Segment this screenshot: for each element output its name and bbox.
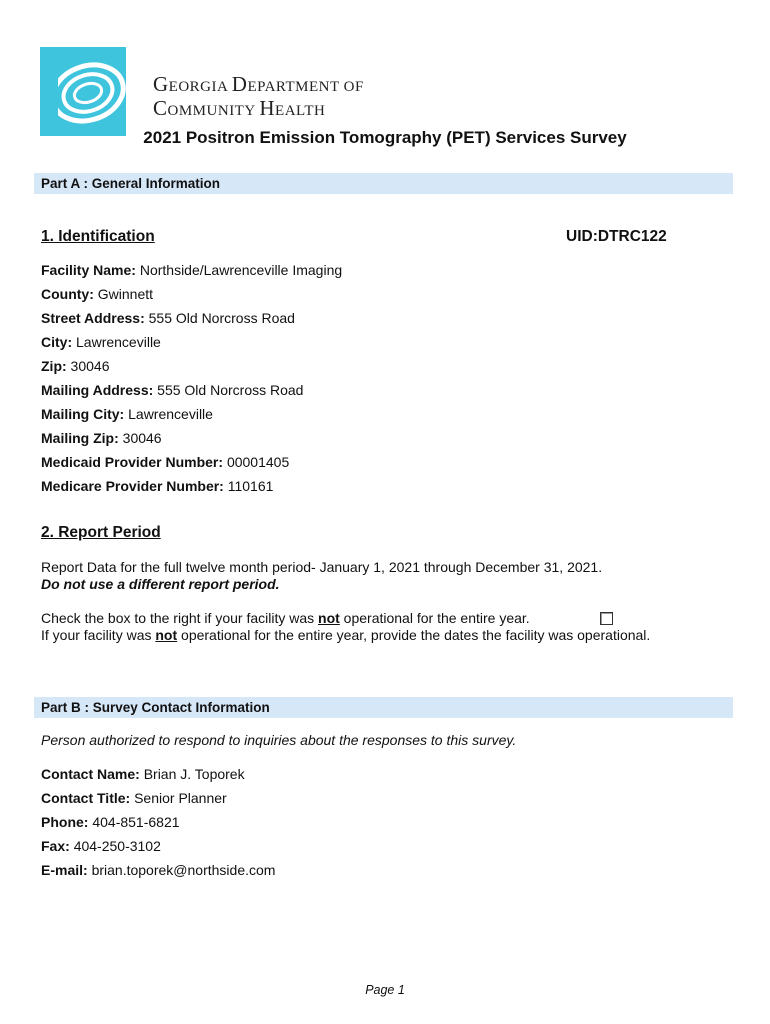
survey-title: 2021 Positron Emission Tomography (PET) Services Survey bbox=[143, 128, 627, 147]
operational-dates-instruction: If your facility was not operational for the entire year, provide the dates the facility was operational. bbox=[41, 627, 651, 643]
contact-intro: Person authorized to respond to inquiries about the responses to this survey. bbox=[41, 732, 517, 748]
organization-line-1: GEORGIA DEPARTMENT OF bbox=[153, 72, 364, 96]
part-a-header bbox=[34, 173, 733, 194]
county-field: County: Gwinnett bbox=[41, 286, 154, 302]
email-field: E-mail: brian.toporek@northside.com bbox=[41, 862, 276, 878]
medicare-provider-field: Medicare Provider Number: 110161 bbox=[41, 478, 274, 494]
part-b-label: Part B : Survey Contact Information bbox=[41, 700, 270, 715]
organization-name bbox=[153, 74, 364, 122]
contact-title-field: Contact Title: Senior Planner bbox=[41, 790, 227, 806]
mailing-zip-field: Mailing Zip: 30046 bbox=[41, 430, 162, 446]
uid-label: UID:DTRC122 bbox=[566, 228, 667, 245]
facility-name-field: Facility Name: Northside/Lawrenceville Imaging bbox=[41, 262, 343, 278]
zip-field: Zip: 30046 bbox=[41, 358, 110, 374]
not-operational-instruction: Check the box to the right if your facility was not operational for the entire year. bbox=[41, 610, 530, 626]
page-number: Page 1 bbox=[365, 983, 405, 997]
report-period-text: Report Data for the full twelve month period- January 1, 2021 through December 31, 2021. bbox=[41, 559, 603, 575]
report-period-warning: Do not use a different report period. bbox=[41, 576, 280, 592]
report-period-heading: 2. Report Period bbox=[41, 524, 161, 541]
mailing-city-field: Mailing City: Lawrenceville bbox=[41, 406, 213, 422]
contact-name-field: Contact Name: Brian J. Toporek bbox=[41, 766, 245, 782]
organization-line-2: COMMUNITY HEALTH bbox=[153, 96, 326, 120]
dch-logo-icon bbox=[40, 47, 126, 136]
part-a-label: Part A : General Information bbox=[41, 176, 221, 191]
city-field: City: Lawrenceville bbox=[41, 334, 161, 350]
not-operational-checkbox[interactable] bbox=[600, 612, 613, 625]
fax-field: Fax: 404-250-3102 bbox=[41, 838, 161, 854]
medicaid-provider-field: Medicaid Provider Number: 00001405 bbox=[41, 454, 290, 470]
mailing-address-field: Mailing Address: 555 Old Norcross Road bbox=[41, 382, 304, 398]
phone-field: Phone: 404-851-6821 bbox=[41, 814, 180, 830]
part-b-header bbox=[34, 697, 733, 718]
identification-heading: 1. Identification bbox=[41, 228, 155, 245]
street-address-field: Street Address: 555 Old Norcross Road bbox=[41, 310, 295, 326]
